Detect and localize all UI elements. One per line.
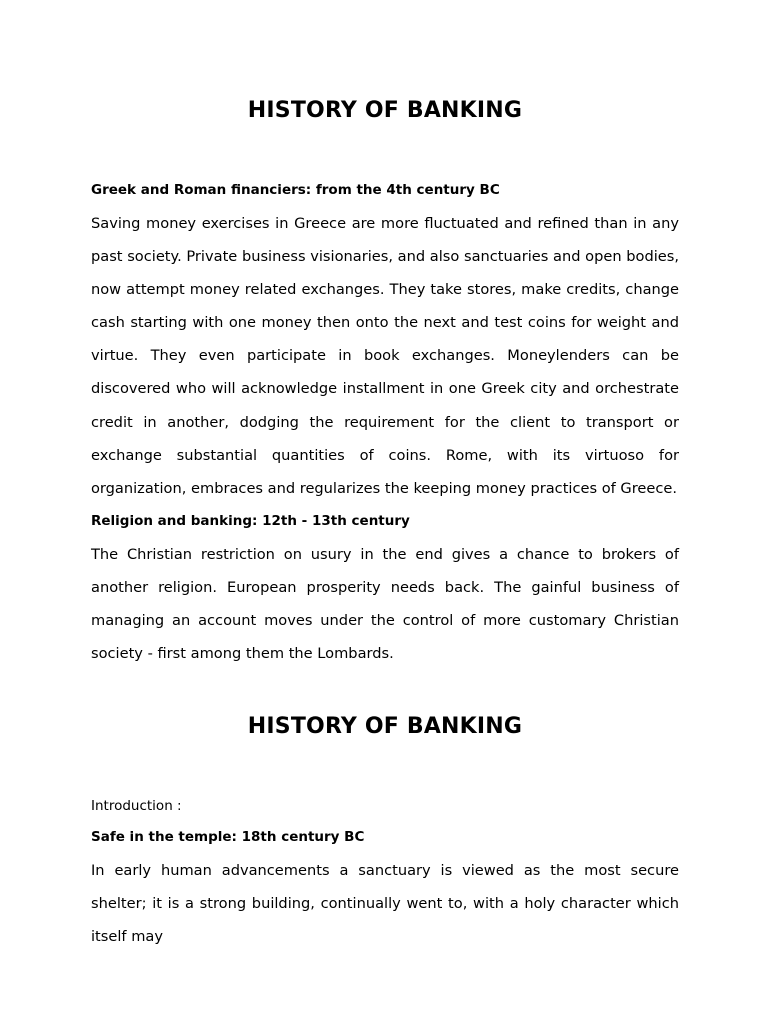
paragraph-greek-roman: Saving money exercises in Greece are more fluctuated and refined than in any past society. Private business visionaries, and also sanctuaries and open bodies, now attempt money related exchanges. They take stores, make credits, change cash starting with one money then onto the next and test coins for weight and virtue. They even participate in book exchanges. Moneylenders can be discovered who will acknowledge installment in one Greek city and orchestrate credit in another, dodging the requirement for the client to transport or exchange substantial quantities of coins. Rome, with its virtuoso for organization, embraces and regularizes the keeping money practices of Greece. xyxy=(91,215,679,497)
section-heading-greek-roman: Greek and Roman financiers: from the 4th century BC xyxy=(91,182,500,198)
page-title: HISTORY OF BANKING xyxy=(247,98,523,123)
paragraph-temple: In early human advancements a sanctuary is viewed as the most secure shelter; it is a strong building, continually went to, with a holy character which itself may xyxy=(91,862,679,946)
paragraph-religion: The Christian restriction on usury in the end gives a chance to brokers of another religion. European prosperity needs back. The gainful business of managing an account moves under the control of more customary Christian society - first among them the Lombards. xyxy=(91,546,679,663)
section-heading-temple: Safe in the temple: 18th century BC xyxy=(91,829,365,845)
introduction-label: Introduction : xyxy=(91,798,182,814)
section-heading-religion: Religion and banking: 12th - 13th century xyxy=(91,513,410,529)
second-page-title: HISTORY OF BANKING xyxy=(247,714,523,739)
